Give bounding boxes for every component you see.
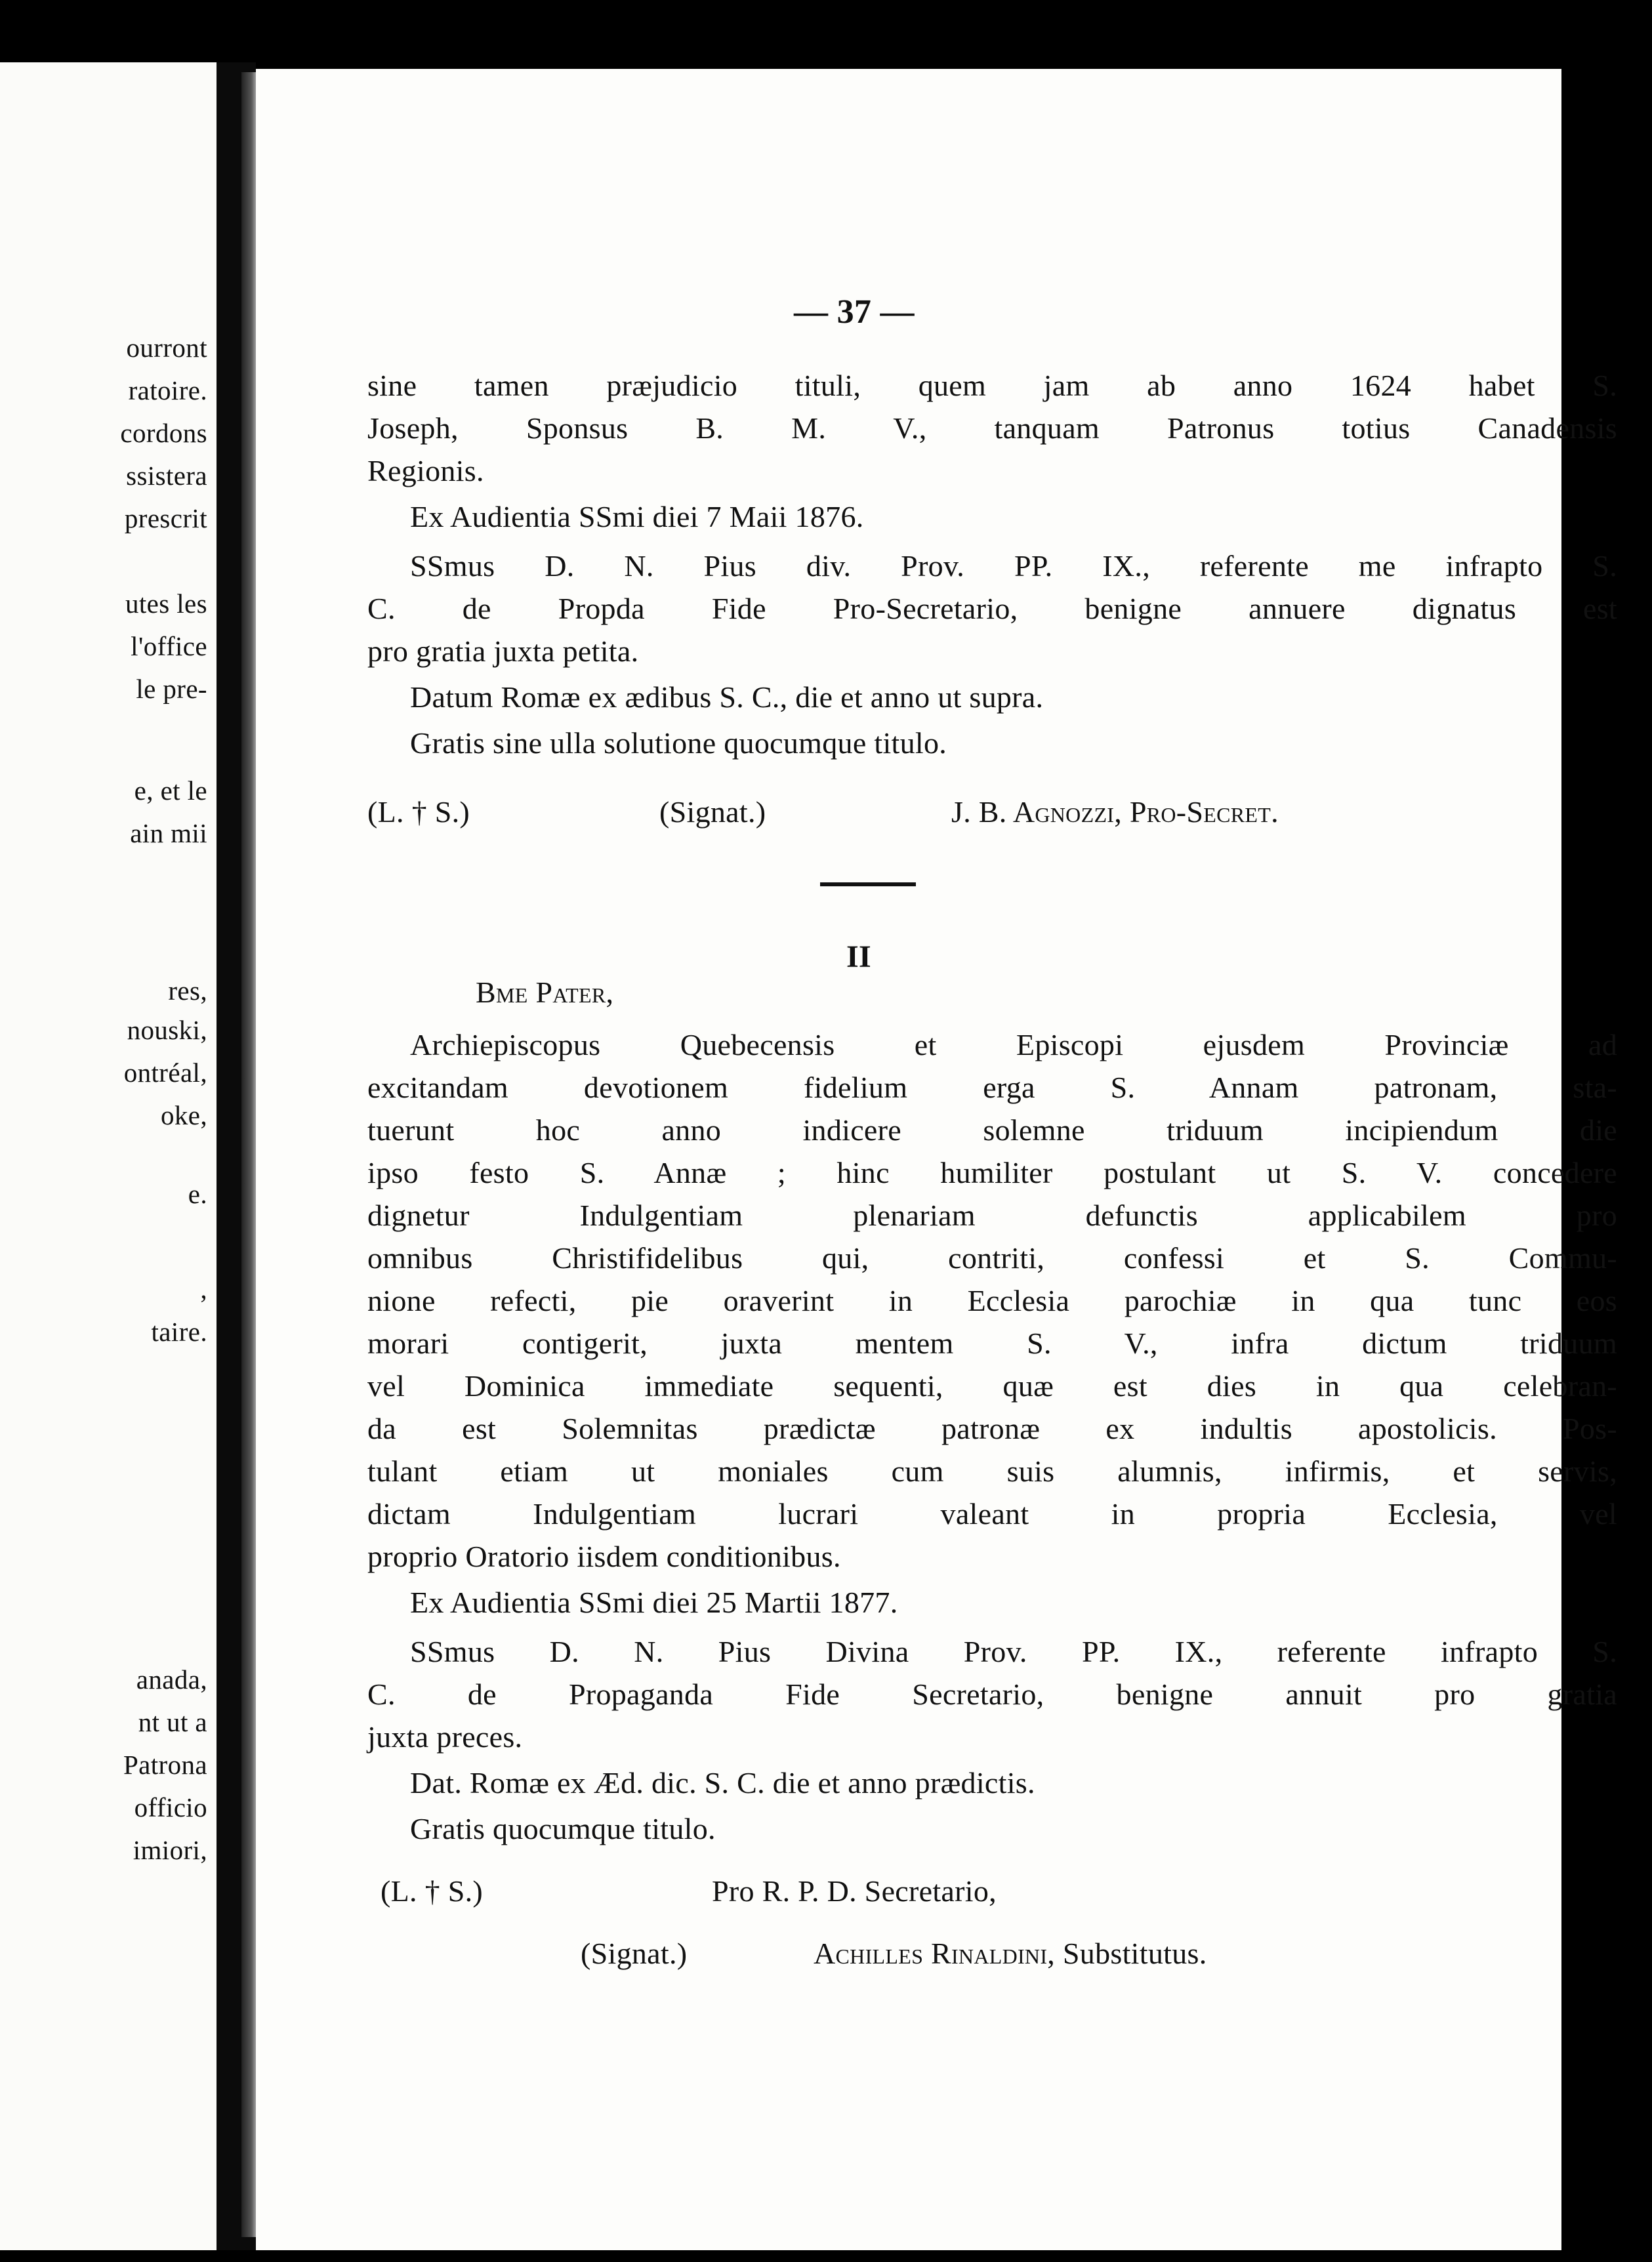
text-line: Ex Audientia SSmi diei 25 Martii 1877. <box>410 1586 898 1619</box>
signat-label: (Signat.) <box>581 1937 688 1970</box>
text-line: proprio Oratorio iisdem conditionibus. <box>367 1540 841 1573</box>
text-line: da est Solemnitas prædictæ patronæ ex indultis apostolicis. Pos- <box>367 1412 1617 1445</box>
text-line: tuerunt hoc anno indicere solemne triduum incipiendum die <box>367 1113 1617 1147</box>
text-line: SSmus D. N. Pius div. Prov. PP. IX., referente me infrapto S. <box>410 549 1617 583</box>
text-line: Gratis sine ulla solutione quocumque titulo. <box>410 726 947 760</box>
text-line: Regionis. <box>367 454 484 487</box>
seal-mark: (L. † S.) <box>381 1874 484 1908</box>
left-fragment: e, et le <box>134 775 207 806</box>
left-fragment: anada, <box>136 1664 207 1695</box>
text-line: Ex Audientia SSmi diei 7 Maii 1876. <box>410 500 864 533</box>
left-fragment: taire. <box>151 1317 207 1347</box>
text-line: C. de Propaganda Fide Secretario, benigne annuit pro gratia <box>367 1677 1617 1711</box>
signature-title: Substitutus. <box>1062 1937 1207 1970</box>
text-line: ipso festo S. Annæ ; hinc humiliter postulant ut S. V. concedere <box>367 1156 1617 1189</box>
page-number: — 37 — <box>794 293 915 331</box>
left-fragment: ourront <box>126 333 207 363</box>
left-fragment: ontréal, <box>123 1058 207 1088</box>
text-line: pro gratia juxta petita. <box>367 634 639 668</box>
left-fragment: ain mii <box>130 818 207 848</box>
text-line: dictam Indulgentiam lucrari valeant in propria Ecclesia, vel <box>367 1497 1617 1531</box>
signature: J. B. Agnozzi, Pro-Secret. <box>951 795 1279 829</box>
section-divider <box>820 882 916 886</box>
left-fragment: Patrona <box>123 1750 207 1780</box>
pro-secretario-line: Pro R. P. D. Secretario, <box>712 1874 997 1908</box>
signature-name: Achilles Rinaldini, <box>814 1937 1056 1970</box>
text-line: Datum Romæ ex ædibus S. C., die et anno ut supra. <box>410 680 1044 714</box>
left-fragment: res, <box>168 976 207 1006</box>
left-fragment: le pre- <box>136 674 207 704</box>
left-fragment: nouski, <box>127 1015 207 1045</box>
text-line: SSmus D. N. Pius Divina Prov. PP. IX., referente infrapto S. <box>410 1635 1617 1668</box>
text-line: excitandam devotionem fidelium erga S. Annam patronam, sta- <box>367 1071 1617 1104</box>
text-line: Archiepiscopus Quebecensis et Episcopi ejusdem Provinciæ ad <box>410 1028 1617 1061</box>
text-line: Dat. Romæ ex Æd. dic. S. C. die et anno prædictis. <box>410 1766 1035 1799</box>
text-line: juxta preces. <box>367 1720 523 1754</box>
main-page <box>256 69 1617 2250</box>
left-fragment: ratoire. <box>128 375 207 405</box>
left-fragment: imiori, <box>133 1835 207 1865</box>
text-line: omnibus Christifidelibus qui, contriti, confessi et S. Commu- <box>367 1241 1617 1275</box>
left-fragment: e. <box>188 1179 207 1209</box>
text-line: nione refecti, pie oraverint in Ecclesia parochiæ in qua tunc eos <box>367 1284 1617 1317</box>
text-line: sine tamen præjudicio tituli, quem jam ab anno 1624 habet S. <box>367 369 1617 402</box>
left-fragment: prescrit <box>124 503 207 533</box>
text-line: Gratis quocumque titulo. <box>410 1812 716 1845</box>
text-line: tulant etiam ut moniales cum suis alumnis, infirmis, et servis, <box>367 1454 1617 1488</box>
left-fragment: officio <box>134 1792 207 1822</box>
text-line: vel Dominica immediate sequenti, quæ est dies in qua celebran- <box>367 1369 1617 1403</box>
section-numeral: II <box>846 939 871 974</box>
left-facing-page <box>0 62 217 2250</box>
left-fragment: , <box>200 1274 207 1304</box>
text-line: Joseph, Sponsus B. M. V., tanquam Patronus totius Canadensis <box>367 411 1617 445</box>
text-line: morari contigerit, juxta mentem S. V., infra dictum triduum <box>367 1326 1617 1360</box>
text-line: C. de Propda Fide Pro-Secretario, benigne annuere dignatus est <box>367 592 1617 625</box>
salutation: Bme Pater, <box>476 976 614 1009</box>
left-fragment: ssistera <box>126 461 207 491</box>
left-fragment: cordons <box>120 418 207 448</box>
left-fragment: l'office <box>131 631 207 661</box>
signat-label: (Signat.) <box>659 795 766 829</box>
signature <box>814 1939 1207 1969</box>
seal-mark: (L. † S.) <box>367 795 470 829</box>
left-fragment: utes les <box>125 588 207 619</box>
text-line: dignetur Indulgentiam plenariam defunctis applicabilem pro <box>367 1199 1617 1232</box>
left-fragment: oke, <box>160 1100 207 1130</box>
left-fragment: nt ut a <box>138 1707 207 1737</box>
